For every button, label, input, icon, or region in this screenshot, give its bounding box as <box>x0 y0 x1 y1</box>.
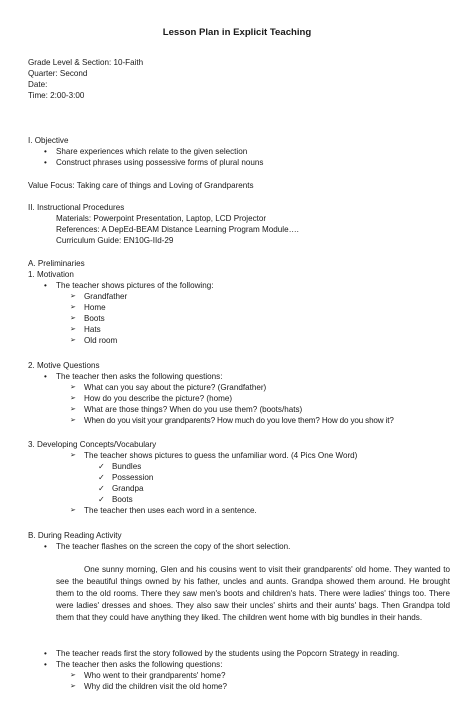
story-text: One sunny morning, Glen and his cousins went to visit their grandparents' old home. They wanted to see the beautiful things owned by his father, uncles and aunts. Grandpa showed them around. He brought them to the old rooms. There they saw men's boots and children's hats. There were ladies' things too. There were ladies' dresses and shoes. They also saw their uncles' shirts and their aunts' bags. Then Grandpa told them that they could have anything they liked. The children went home with big bundles in their hands. <box>56 565 450 623</box>
during-reading-bullet: The teacher reads first the story followed by the students using the Popcorn Strategy in reading. <box>56 649 400 658</box>
materials: Materials: Powerpoint Presentation, Laptop, LCD Projector <box>56 214 267 223</box>
motive-questions-bullet: The teacher then asks the following questions: <box>56 372 223 381</box>
motive-question: What can you say about the picture? (Grandfather) <box>84 383 267 392</box>
during-reading-bullet: The teacher then asks the following questions: <box>56 660 223 669</box>
value-focus: Value Focus: Taking care of things and Loving of Grandparents <box>28 181 254 190</box>
during-reading-bullet: The teacher flashes on the screen the copy of the short selection. <box>56 542 291 551</box>
quarter: Quarter: Second <box>28 69 88 78</box>
bullet-icon: • <box>44 158 47 167</box>
bullet-icon: • <box>44 147 47 156</box>
bullet-icon: • <box>44 660 47 669</box>
arrow-icon: ➢ <box>70 326 76 333</box>
page-title: Lesson Plan in Explicit Teaching <box>162 27 312 38</box>
motive-question: What are those things? When do you use them? (boots/hats) <box>84 405 303 414</box>
motivation-item: Old room <box>84 336 118 345</box>
arrow-icon: ➢ <box>70 384 76 391</box>
concepts-item: The teacher shows pictures to guess the unfamiliar word. (4 Pics One Word) <box>84 451 358 460</box>
vocabulary-word: Bundles <box>112 462 142 471</box>
check-icon: ✓ <box>98 495 105 504</box>
motivation-item: Grandfather <box>84 292 128 301</box>
story-paragraph <box>56 564 450 624</box>
motive-question: When do you visit your grandparents? How much do you love them? How do you show it? <box>84 416 394 425</box>
check-icon: ✓ <box>98 462 105 471</box>
motivation-item: Boots <box>84 314 105 323</box>
motivation-item: Hats <box>84 325 101 334</box>
check-icon: ✓ <box>98 484 105 493</box>
preliminaries-heading: A. Preliminaries <box>28 259 85 268</box>
arrow-icon: ➢ <box>70 315 76 322</box>
objective-item: Share experiences which relate to the given selection <box>56 147 248 156</box>
arrow-icon: ➢ <box>70 452 76 459</box>
motivation-item: Home <box>84 303 106 312</box>
arrow-icon: ➢ <box>70 337 76 344</box>
arrow-icon: ➢ <box>70 672 76 679</box>
vocabulary-word: Boots <box>112 495 133 504</box>
bullet-icon: • <box>44 372 47 381</box>
motive-question: How do you describe the picture? (home) <box>84 394 233 403</box>
procedures-heading: II. Instructional Procedures <box>28 203 125 212</box>
arrow-icon: ➢ <box>70 293 76 300</box>
bullet-icon: • <box>44 542 47 551</box>
arrow-icon: ➢ <box>70 406 76 413</box>
references: References: A DepEd-BEAM Distance Learning Program Module…. <box>56 225 299 234</box>
grade-level: Grade Level & Section: 10-Faith <box>28 58 144 67</box>
curriculum-guide: Curriculum Guide: EN10G-IId-29 <box>56 236 174 245</box>
arrow-icon: ➢ <box>70 507 76 514</box>
arrow-icon: ➢ <box>70 395 76 402</box>
objective-heading: I. Objective <box>28 136 69 145</box>
reading-question: Who went to their grandparents' home? <box>84 671 226 680</box>
vocabulary-word: Grandpa <box>112 484 144 493</box>
concepts-heading: 3. Developing Concepts/Vocabulary <box>28 440 157 449</box>
bullet-icon: • <box>44 649 47 658</box>
bullet-icon: • <box>44 281 47 290</box>
check-icon: ✓ <box>98 473 105 482</box>
arrow-icon: ➢ <box>70 683 76 690</box>
concepts-item: The teacher then uses each word in a sentence. <box>84 506 257 515</box>
arrow-icon: ➢ <box>70 417 76 424</box>
vocabulary-word: Possession <box>112 473 154 482</box>
objective-item: Construct phrases using possessive forms of plural nouns <box>56 158 264 167</box>
during-reading-heading: B. During Reading Activity <box>28 531 122 540</box>
date: Date: <box>28 80 48 89</box>
time: Time: 2:00-3:00 <box>28 91 85 100</box>
arrow-icon: ➢ <box>70 304 76 311</box>
motivation-heading: 1. Motivation <box>28 270 74 279</box>
motive-questions-heading: 2. Motive Questions <box>28 361 100 370</box>
reading-question: Why did the children visit the old home? <box>84 682 228 691</box>
motivation-bullet: The teacher shows pictures of the following: <box>56 281 214 290</box>
